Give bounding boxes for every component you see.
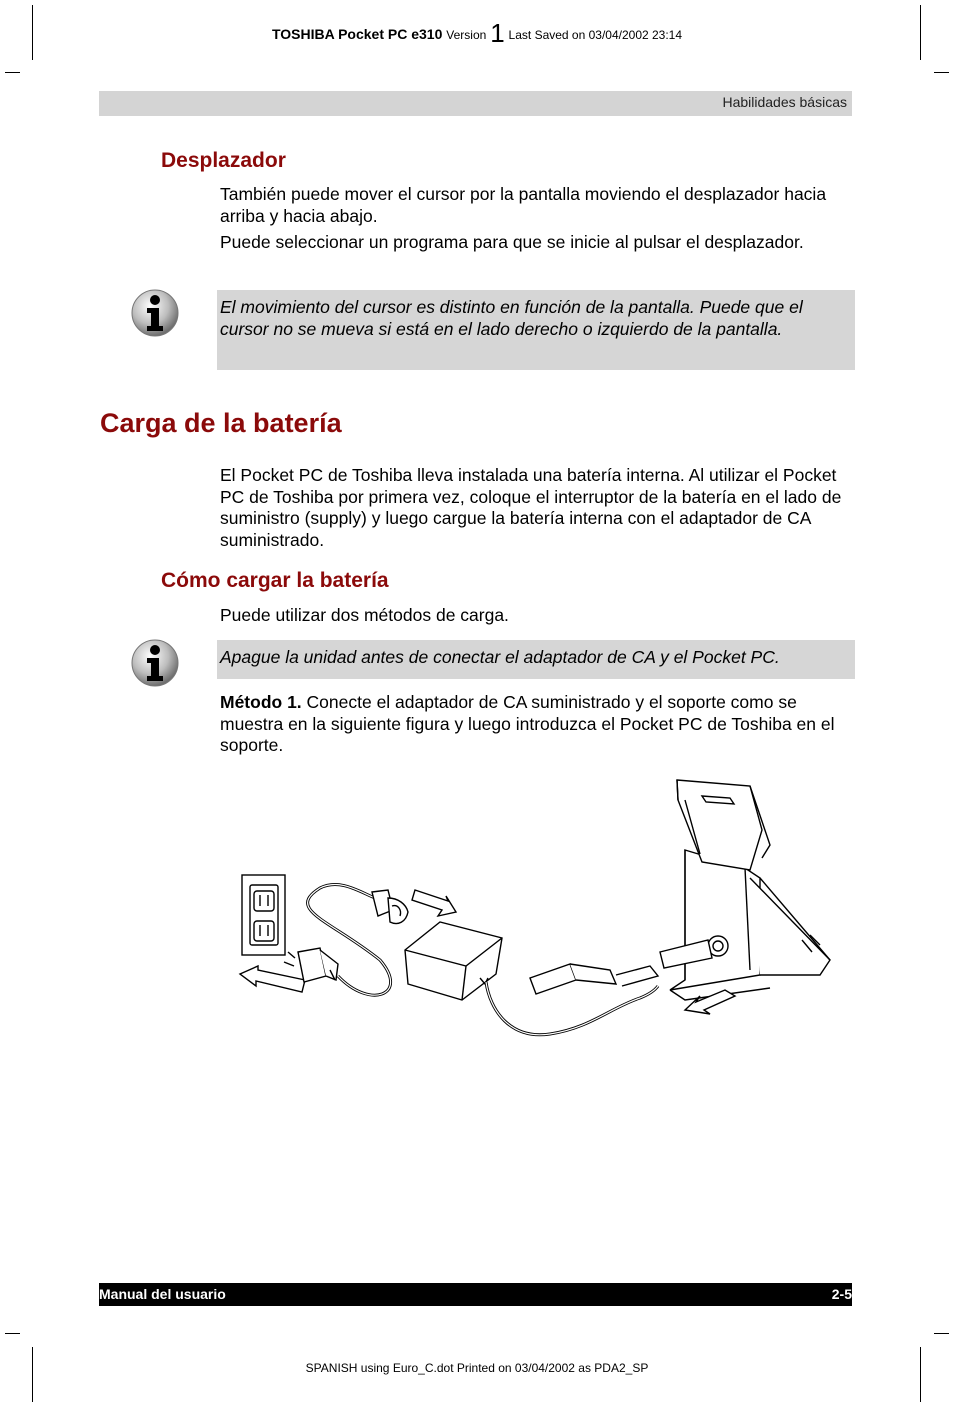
note-text: Apague la unidad antes de conectar el adaptador de CA y el Pocket PC. [220,647,780,667]
crop-mark [934,72,949,73]
note-box [217,290,855,370]
heading-carga-bateria: Carga de la batería [100,408,342,438]
note-text: El movimiento del cursor es distinto en función de la pantalla. Puede que el cursor no se mueva si está en el lado derecho o izquierdo de la pantalla. [220,297,803,339]
arrow-icon [685,990,735,1014]
cradle [660,850,830,1000]
paragraph: Puede utilizar dos métodos de carga. [220,605,509,625]
dc-plug [530,964,658,994]
method-paragraph [220,692,850,757]
note-box [217,640,855,679]
page-number: 2-5 [831,1286,852,1302]
header-saved: Last Saved on 03/04/2002 23:14 [508,28,683,42]
cable-connector [372,890,408,924]
wall-outlet [242,875,285,955]
info-icon [130,638,180,688]
crop-mark [934,1333,949,1334]
info-icon [130,288,180,338]
footer-manual-title: Manual del usuario [99,1286,226,1302]
method-label: Método 1. [220,692,302,712]
crop-mark [5,72,20,73]
arrow-icon [240,966,305,992]
paragraph: También puede mover el cursor por la pantalla moviendo el desplazador hacia arriba y hacia abajo. [220,184,827,226]
charging-illustration [230,770,840,1050]
section-title: Habilidades básicas [722,94,847,110]
method-text: Conecte el adaptador de CA suministrado y el soporte como se muestra en la siguiente figura y luego introduzca el Pocket PC de Toshiba en el soporte. [220,692,835,755]
document-header [0,18,954,49]
paragraph: El Pocket PC de Toshiba lleva instalada una batería interna. Al utilizar el Pocket PC de Toshiba por primera vez, coloque el interruptor de la batería en el lado de suministro (supply) y luego cargue la batería interna con el adaptador de CA suministrado. [220,465,842,550]
header-product: TOSHIBA Pocket PC e310 [271,26,443,42]
footer-bar [99,1283,852,1306]
crop-mark [5,1333,20,1334]
header-version-number: 1 [490,18,505,48]
section-bar [99,91,852,116]
print-info: SPANISH using Euro_C.dot Printed on 03/04/2002 as PDA2_SP [305,1361,649,1375]
arrow-icon [412,890,456,916]
heading-como-cargar: Cómo cargar la batería [161,569,389,592]
heading-desplazador: Desplazador [161,149,286,172]
paragraph: Puede seleccionar un programa para que se inicie al pulsar el desplazador. [220,232,804,252]
header-version-label: Version [446,28,487,42]
